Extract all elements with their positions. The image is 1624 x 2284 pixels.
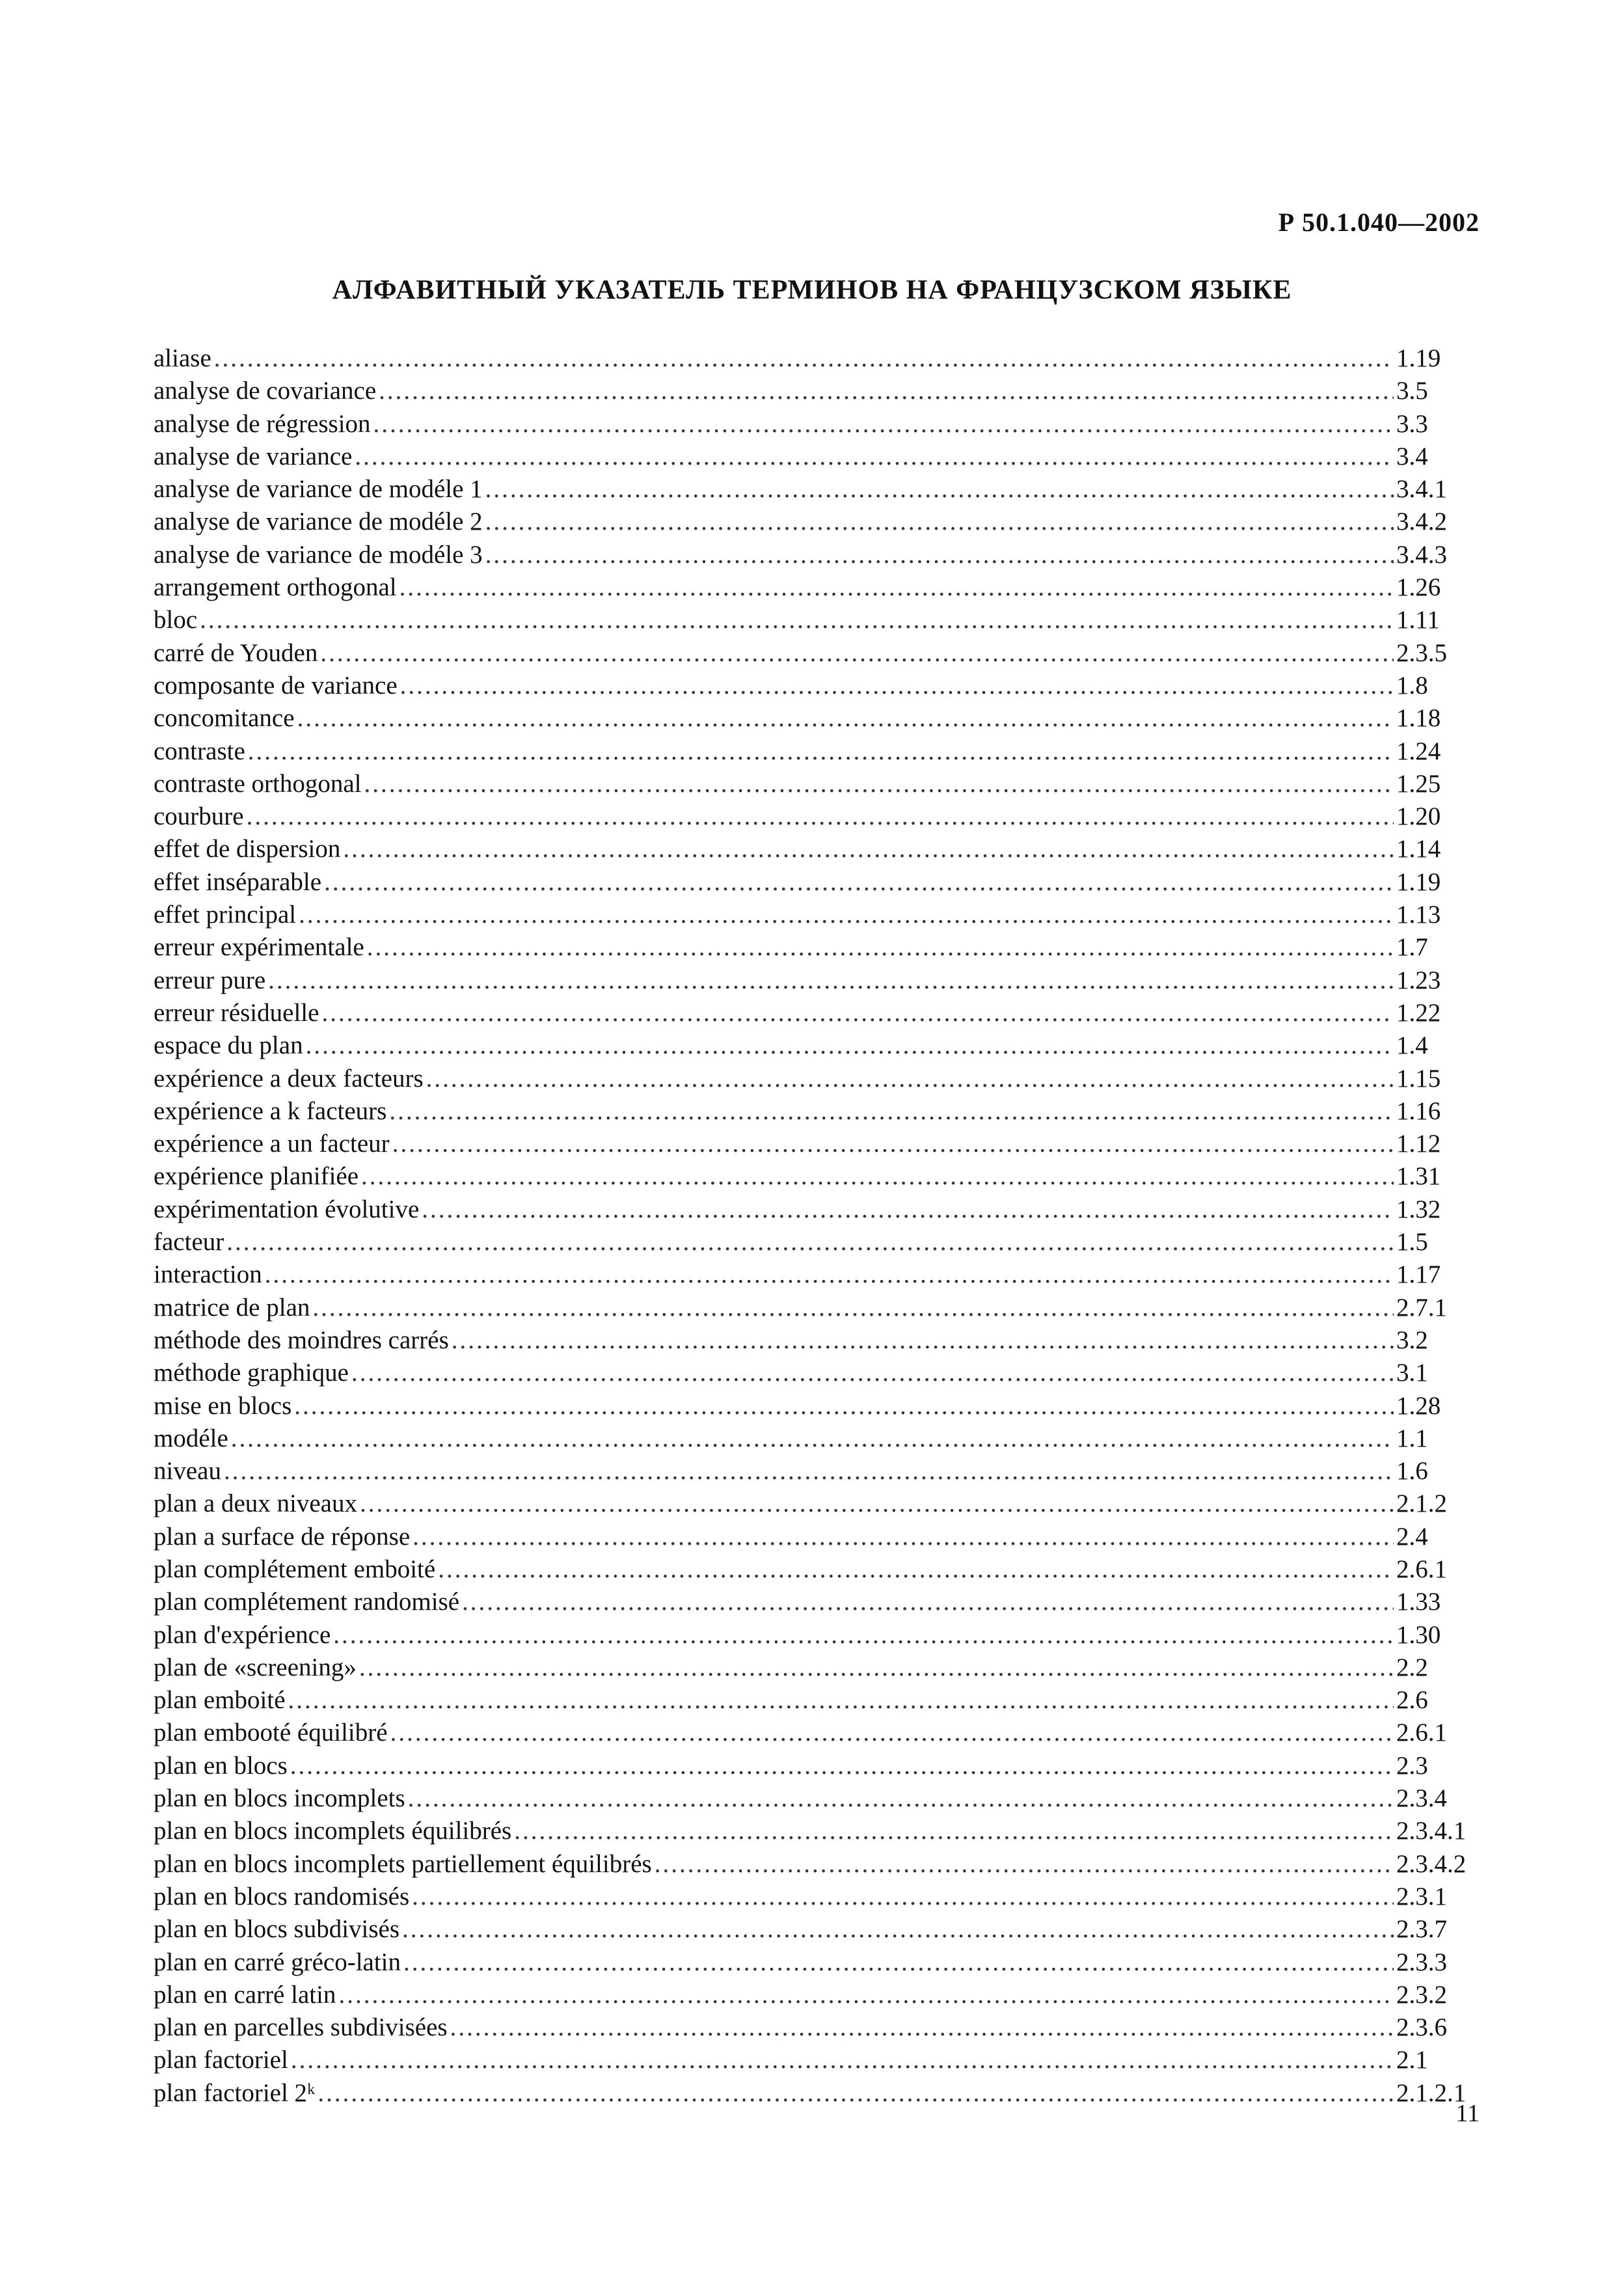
dot-leader (299, 899, 1394, 931)
index-term: expérimentation évolutive (154, 1195, 420, 1223)
index-ref: 3.4 (1396, 442, 1428, 470)
dot-leader (248, 735, 1394, 768)
dot-leader (402, 1913, 1394, 1946)
index-entry (154, 637, 1487, 670)
dot-leader (320, 637, 1394, 670)
index-ref: 2.3 (1396, 1751, 1428, 1780)
index-term: effet principal (154, 901, 297, 929)
index-ref: 2.7.1 (1396, 1293, 1447, 1322)
dot-leader (485, 506, 1394, 538)
dot-leader (297, 702, 1394, 735)
index-entry (154, 441, 1487, 473)
index-term: composante de variance (154, 671, 398, 700)
index-entry (154, 408, 1487, 441)
index-entry (154, 1292, 1487, 1324)
index-ref: 1.8 (1396, 671, 1428, 700)
index-term: analyse de régression (154, 409, 371, 438)
index-ref: 1.20 (1396, 802, 1441, 831)
dot-leader (333, 1619, 1394, 1652)
index-entry (154, 1848, 1487, 1881)
index-term: plan complétement emboité (154, 1555, 436, 1583)
index-entry (154, 1946, 1487, 1979)
index-entry (154, 1782, 1487, 1815)
index-term: analyse de variance de modéle 2 (154, 508, 483, 536)
index-entry (154, 1422, 1487, 1455)
index-term: mise en blocs (154, 1391, 292, 1420)
index-ref: 1.11 (1396, 606, 1440, 634)
index-ref: 1.30 (1396, 1620, 1441, 1649)
dot-leader (422, 1193, 1394, 1226)
index-entry (154, 1160, 1487, 1193)
dot-leader (290, 1750, 1394, 1782)
index-term: niveau (154, 1457, 221, 1486)
index-term: arrangement orthogonal (154, 573, 397, 602)
index-ref: 1.23 (1396, 966, 1441, 994)
index-entry (154, 375, 1487, 407)
index-entry (154, 506, 1487, 538)
index-term: plan en blocs subdivisés (154, 1915, 400, 1944)
index-term: plan en carré gréco-latin (154, 1948, 401, 1976)
index-entry (154, 1357, 1487, 1389)
dot-leader (450, 2011, 1394, 2044)
index-entry (154, 1226, 1487, 1258)
dot-leader (399, 571, 1394, 604)
dot-leader (214, 342, 1394, 375)
index-entry (154, 2011, 1487, 2044)
index-entry (154, 1521, 1487, 1553)
index-entry (154, 833, 1487, 865)
index-term: plan factoriel (154, 2046, 288, 2074)
index-term: erreur expérimentale (154, 933, 364, 962)
index-entry (154, 768, 1487, 800)
dot-leader (514, 1815, 1394, 1847)
index-term: plan d'expérience (154, 1620, 331, 1649)
index-ref: 1.7 (1396, 933, 1428, 962)
index-entry (154, 1390, 1487, 1422)
dot-leader (265, 1258, 1394, 1291)
index-ref: 3.4.1 (1396, 475, 1447, 504)
index-term: contraste orthogonal (154, 769, 362, 798)
dot-leader (351, 1357, 1394, 1389)
dot-leader (355, 441, 1394, 473)
index-ref: 1.32 (1396, 1195, 1441, 1223)
index-term: interaction (154, 1260, 262, 1289)
index-term: facteur (154, 1228, 224, 1257)
index-ref: 3.1 (1396, 1359, 1428, 1387)
index-term: modéle (154, 1424, 228, 1452)
index-entry (154, 539, 1487, 571)
index-term: analyse de covariance (154, 377, 377, 405)
index-term: analyse de variance de modéle 1 (154, 475, 483, 504)
dot-leader (338, 1979, 1394, 2011)
index-ref: 1.28 (1396, 1391, 1441, 1420)
index-term: plan en blocs incomplets (154, 1784, 405, 1813)
index-entry (154, 1455, 1487, 1488)
index-entry (154, 571, 1487, 604)
index-entry (154, 964, 1487, 997)
index-ref: 1.19 (1396, 867, 1441, 896)
dot-leader (392, 1128, 1394, 1160)
index-term: plan a surface de réponse (154, 1522, 411, 1551)
index-term: contraste (154, 737, 245, 765)
dot-leader (373, 408, 1394, 441)
index-ref: 1.14 (1396, 835, 1441, 863)
index-term: bloc (154, 606, 198, 634)
index-term: analyse de variance (154, 442, 353, 470)
dot-leader (268, 964, 1394, 997)
index-ref: 2.6.1 (1396, 1719, 1447, 1747)
index-ref: 1.25 (1396, 769, 1441, 798)
index-term: plan en parcelles subdivisées (154, 2013, 448, 2042)
index-entry (154, 342, 1487, 375)
dot-leader (403, 1946, 1394, 1979)
index-ref: 1.4 (1396, 1031, 1428, 1060)
index-ref: 1.33 (1396, 1588, 1441, 1616)
dot-leader (291, 2044, 1394, 2076)
index-ref: 1.1 (1396, 1424, 1428, 1452)
dot-leader (379, 375, 1394, 407)
index-term: aliase (154, 344, 211, 372)
dot-leader (413, 1521, 1394, 1553)
index-ref: 1.18 (1396, 704, 1441, 733)
index-ref: 1.6 (1396, 1457, 1428, 1486)
index-term: effet inséparable (154, 867, 322, 896)
index-ref: 2.3.1 (1396, 1882, 1447, 1910)
index-entry (154, 1095, 1487, 1128)
index-ref: 2.3.2 (1396, 1980, 1447, 2009)
index-term: effet de dispersion (154, 835, 341, 863)
dot-leader (226, 1226, 1394, 1258)
index-entry (154, 899, 1487, 931)
index-term: matrice de plan (154, 1293, 310, 1322)
dot-leader (318, 2077, 1394, 2110)
dot-leader (288, 1684, 1394, 1717)
dot-leader (390, 1717, 1394, 1749)
index-term: espace du plan (154, 1031, 303, 1060)
index-ref: 1.24 (1396, 737, 1441, 765)
index-term: plan en blocs incomplets équilibrés (154, 1817, 512, 1845)
document-code: Р 50.1.040—2002 (1278, 208, 1480, 237)
index-ref: 2.3.3 (1396, 1948, 1447, 1976)
index-term: plan emboité (154, 1686, 286, 1715)
index-term: plan en blocs randomisés (154, 1882, 410, 1910)
index-ref: 1.16 (1396, 1096, 1441, 1125)
index-entry (154, 473, 1487, 506)
index-term: erreur résiduelle (154, 998, 319, 1027)
index-entry (154, 1815, 1487, 1847)
index-ref: 1.17 (1396, 1260, 1441, 1289)
term-index-list (154, 342, 1487, 2110)
dot-leader (400, 670, 1394, 702)
index-term: plan de «screening» (154, 1653, 357, 1681)
index-entry (154, 1979, 1487, 2011)
index-term: méthode des moindres carrés (154, 1326, 449, 1354)
dot-leader (412, 1881, 1394, 1913)
dot-leader (655, 1848, 1394, 1881)
index-entry (154, 1553, 1487, 1586)
dot-leader (359, 1652, 1394, 1684)
page-number: 11 (1455, 2100, 1480, 2127)
index-ref: 2.4 (1396, 1522, 1428, 1551)
dot-leader (247, 800, 1394, 833)
index-ref: 1.12 (1396, 1130, 1441, 1158)
index-term: plan factoriel 2ᵏ (154, 2078, 316, 2107)
index-term: méthode graphique (154, 1359, 349, 1387)
index-ref: 3.2 (1396, 1326, 1428, 1354)
index-entry (154, 1717, 1487, 1749)
dot-leader (361, 1160, 1394, 1193)
index-entry (154, 2077, 1487, 2110)
page-title: АЛФАВИТНЫЙ УКАЗАТЕЛЬ ТЕРМИНОВ НА ФРАНЦУЗСКОМ ЯЗЫКЕ (332, 275, 1292, 305)
dot-leader (438, 1553, 1394, 1586)
index-entry (154, 997, 1487, 1029)
index-term: courbure (154, 802, 244, 831)
index-ref: 1.19 (1396, 344, 1441, 372)
index-entry (154, 1063, 1487, 1095)
index-entry (154, 1029, 1487, 1062)
dot-leader (485, 473, 1394, 506)
index-term: plan en carré latin (154, 1980, 336, 2009)
index-entry (154, 670, 1487, 702)
index-ref: 3.4.3 (1396, 540, 1447, 569)
index-ref: 3.5 (1396, 377, 1428, 405)
index-ref: 3.3 (1396, 409, 1428, 438)
index-term: expérience planifiée (154, 1162, 359, 1191)
index-term: expérience a k facteurs (154, 1096, 387, 1125)
dot-leader (367, 931, 1394, 964)
dot-leader (485, 539, 1394, 571)
index-ref: 1.13 (1396, 901, 1441, 929)
index-ref: 1.15 (1396, 1064, 1441, 1093)
dot-leader (462, 1586, 1394, 1618)
index-ref: 2.6 (1396, 1686, 1428, 1715)
index-entry (154, 931, 1487, 964)
dot-leader (224, 1455, 1394, 1488)
dot-leader (452, 1324, 1394, 1357)
index-entry (154, 1684, 1487, 1717)
index-entry (154, 1258, 1487, 1291)
index-term: expérience a un facteur (154, 1130, 390, 1158)
index-ref: 2.1.2 (1396, 1489, 1447, 1518)
index-entry (154, 1488, 1487, 1520)
dot-leader (200, 604, 1394, 636)
dot-leader (408, 1782, 1394, 1815)
index-term: plan en blocs (154, 1751, 288, 1780)
dot-leader (294, 1390, 1394, 1422)
index-ref: 2.3.4 (1396, 1784, 1447, 1813)
dot-leader (312, 1292, 1394, 1324)
index-term: erreur pure (154, 966, 266, 994)
index-ref: 2.1 (1396, 2046, 1428, 2074)
index-entry (154, 1586, 1487, 1618)
dot-leader (306, 1029, 1394, 1062)
index-term: concomitance (154, 704, 295, 733)
dot-leader (324, 866, 1394, 899)
index-ref: 1.26 (1396, 573, 1441, 602)
dot-leader (343, 833, 1394, 865)
index-ref: 2.1.2.1 (1396, 2078, 1467, 2107)
index-entry (154, 2044, 1487, 2076)
index-entry (154, 1913, 1487, 1946)
index-ref: 1.22 (1396, 998, 1441, 1027)
index-ref: 2.3.4.1 (1396, 1817, 1467, 1845)
index-term: plan embooté équilibré (154, 1719, 388, 1747)
index-term: plan en blocs incomplets partiellement équilibrés (154, 1849, 652, 1878)
index-ref: 2.3.6 (1396, 2013, 1447, 2042)
index-entry (154, 1881, 1487, 1913)
index-entry (154, 1652, 1487, 1684)
index-entry (154, 702, 1487, 735)
dot-leader (231, 1422, 1394, 1455)
index-ref: 3.4.2 (1396, 508, 1447, 536)
dot-leader (426, 1063, 1394, 1095)
index-ref: 2.3.5 (1396, 638, 1447, 667)
index-term: plan a deux niveaux (154, 1489, 357, 1518)
dot-leader (321, 997, 1394, 1029)
index-term: analyse de variance de modéle 3 (154, 540, 483, 569)
index-entry (154, 1193, 1487, 1226)
index-ref: 2.3.4.2 (1396, 1849, 1467, 1878)
index-ref: 1.5 (1396, 1228, 1428, 1257)
index-entry (154, 1324, 1487, 1357)
index-ref: 1.31 (1396, 1162, 1441, 1191)
index-term: carré de Youden (154, 638, 318, 667)
dot-leader (360, 1488, 1394, 1520)
index-ref: 2.2 (1396, 1653, 1428, 1681)
index-term: expérience a deux facteurs (154, 1064, 424, 1093)
index-entry (154, 800, 1487, 833)
index-entry (154, 604, 1487, 636)
dot-leader (364, 768, 1394, 800)
index-ref: 2.6.1 (1396, 1555, 1447, 1583)
index-entry (154, 866, 1487, 899)
index-term: plan complétement randomisé (154, 1588, 460, 1616)
index-entry (154, 1619, 1487, 1652)
dot-leader (389, 1095, 1394, 1128)
index-entry (154, 735, 1487, 768)
index-entry (154, 1128, 1487, 1160)
index-entry (154, 1750, 1487, 1782)
index-ref: 2.3.7 (1396, 1915, 1447, 1944)
